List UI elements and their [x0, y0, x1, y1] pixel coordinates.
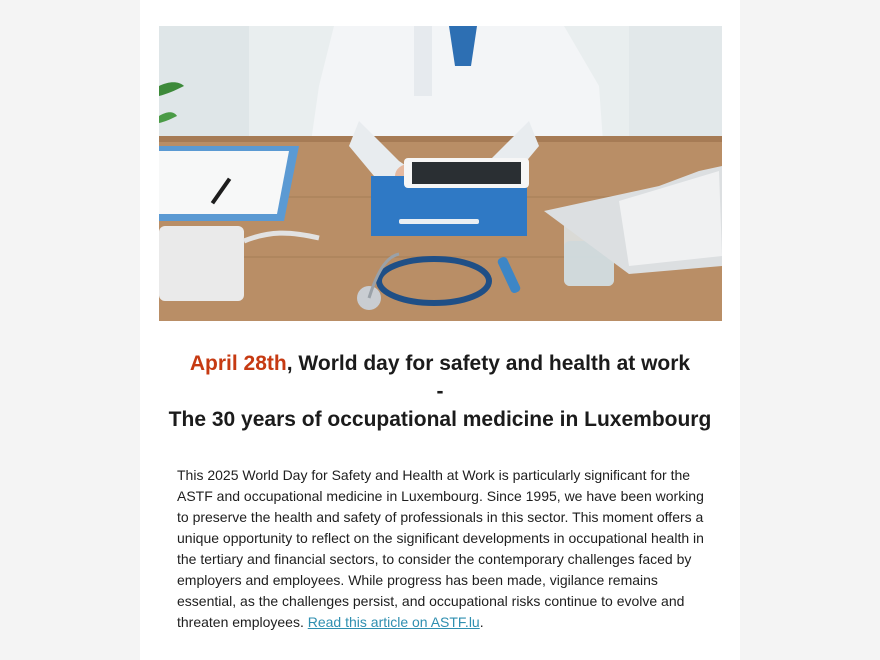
headline-date: April 28th — [189, 352, 287, 375]
article-paragraph: This 2025 World Day for Safety and Health at Work is particularly significant for the ASTF and occupational medicine in Luxembourg. Since 1995, we have been working to preserve the health and safety of professionals in this sector. This moment offers a unique opportunity to reflect on the significant developments in occupational health in the tertiary and financial sectors, to consider the contemporary challenges faced by employers and employees. While progress has been made, vigilance remains essential, as the challenges persist, and occupational risks continue to evolve and threaten employees. — [177, 467, 704, 630]
headline-title: , World day for safety and health at work — [286, 352, 691, 375]
read-article-link[interactable]: Read this article on ASTF.lu — [307, 614, 480, 630]
newsletter-card — [140, 0, 740, 660]
article-trailing: . — [479, 614, 484, 630]
article-paragraph-block — [177, 465, 705, 633]
hero-image — [159, 26, 722, 321]
hero-illustration — [159, 26, 722, 321]
headline-subtitle: The 30 years of occupational medicine in Luxembourg — [168, 408, 712, 431]
headline-line-1 — [140, 350, 740, 378]
headline — [140, 350, 740, 434]
headline-separator: - — [436, 380, 444, 403]
